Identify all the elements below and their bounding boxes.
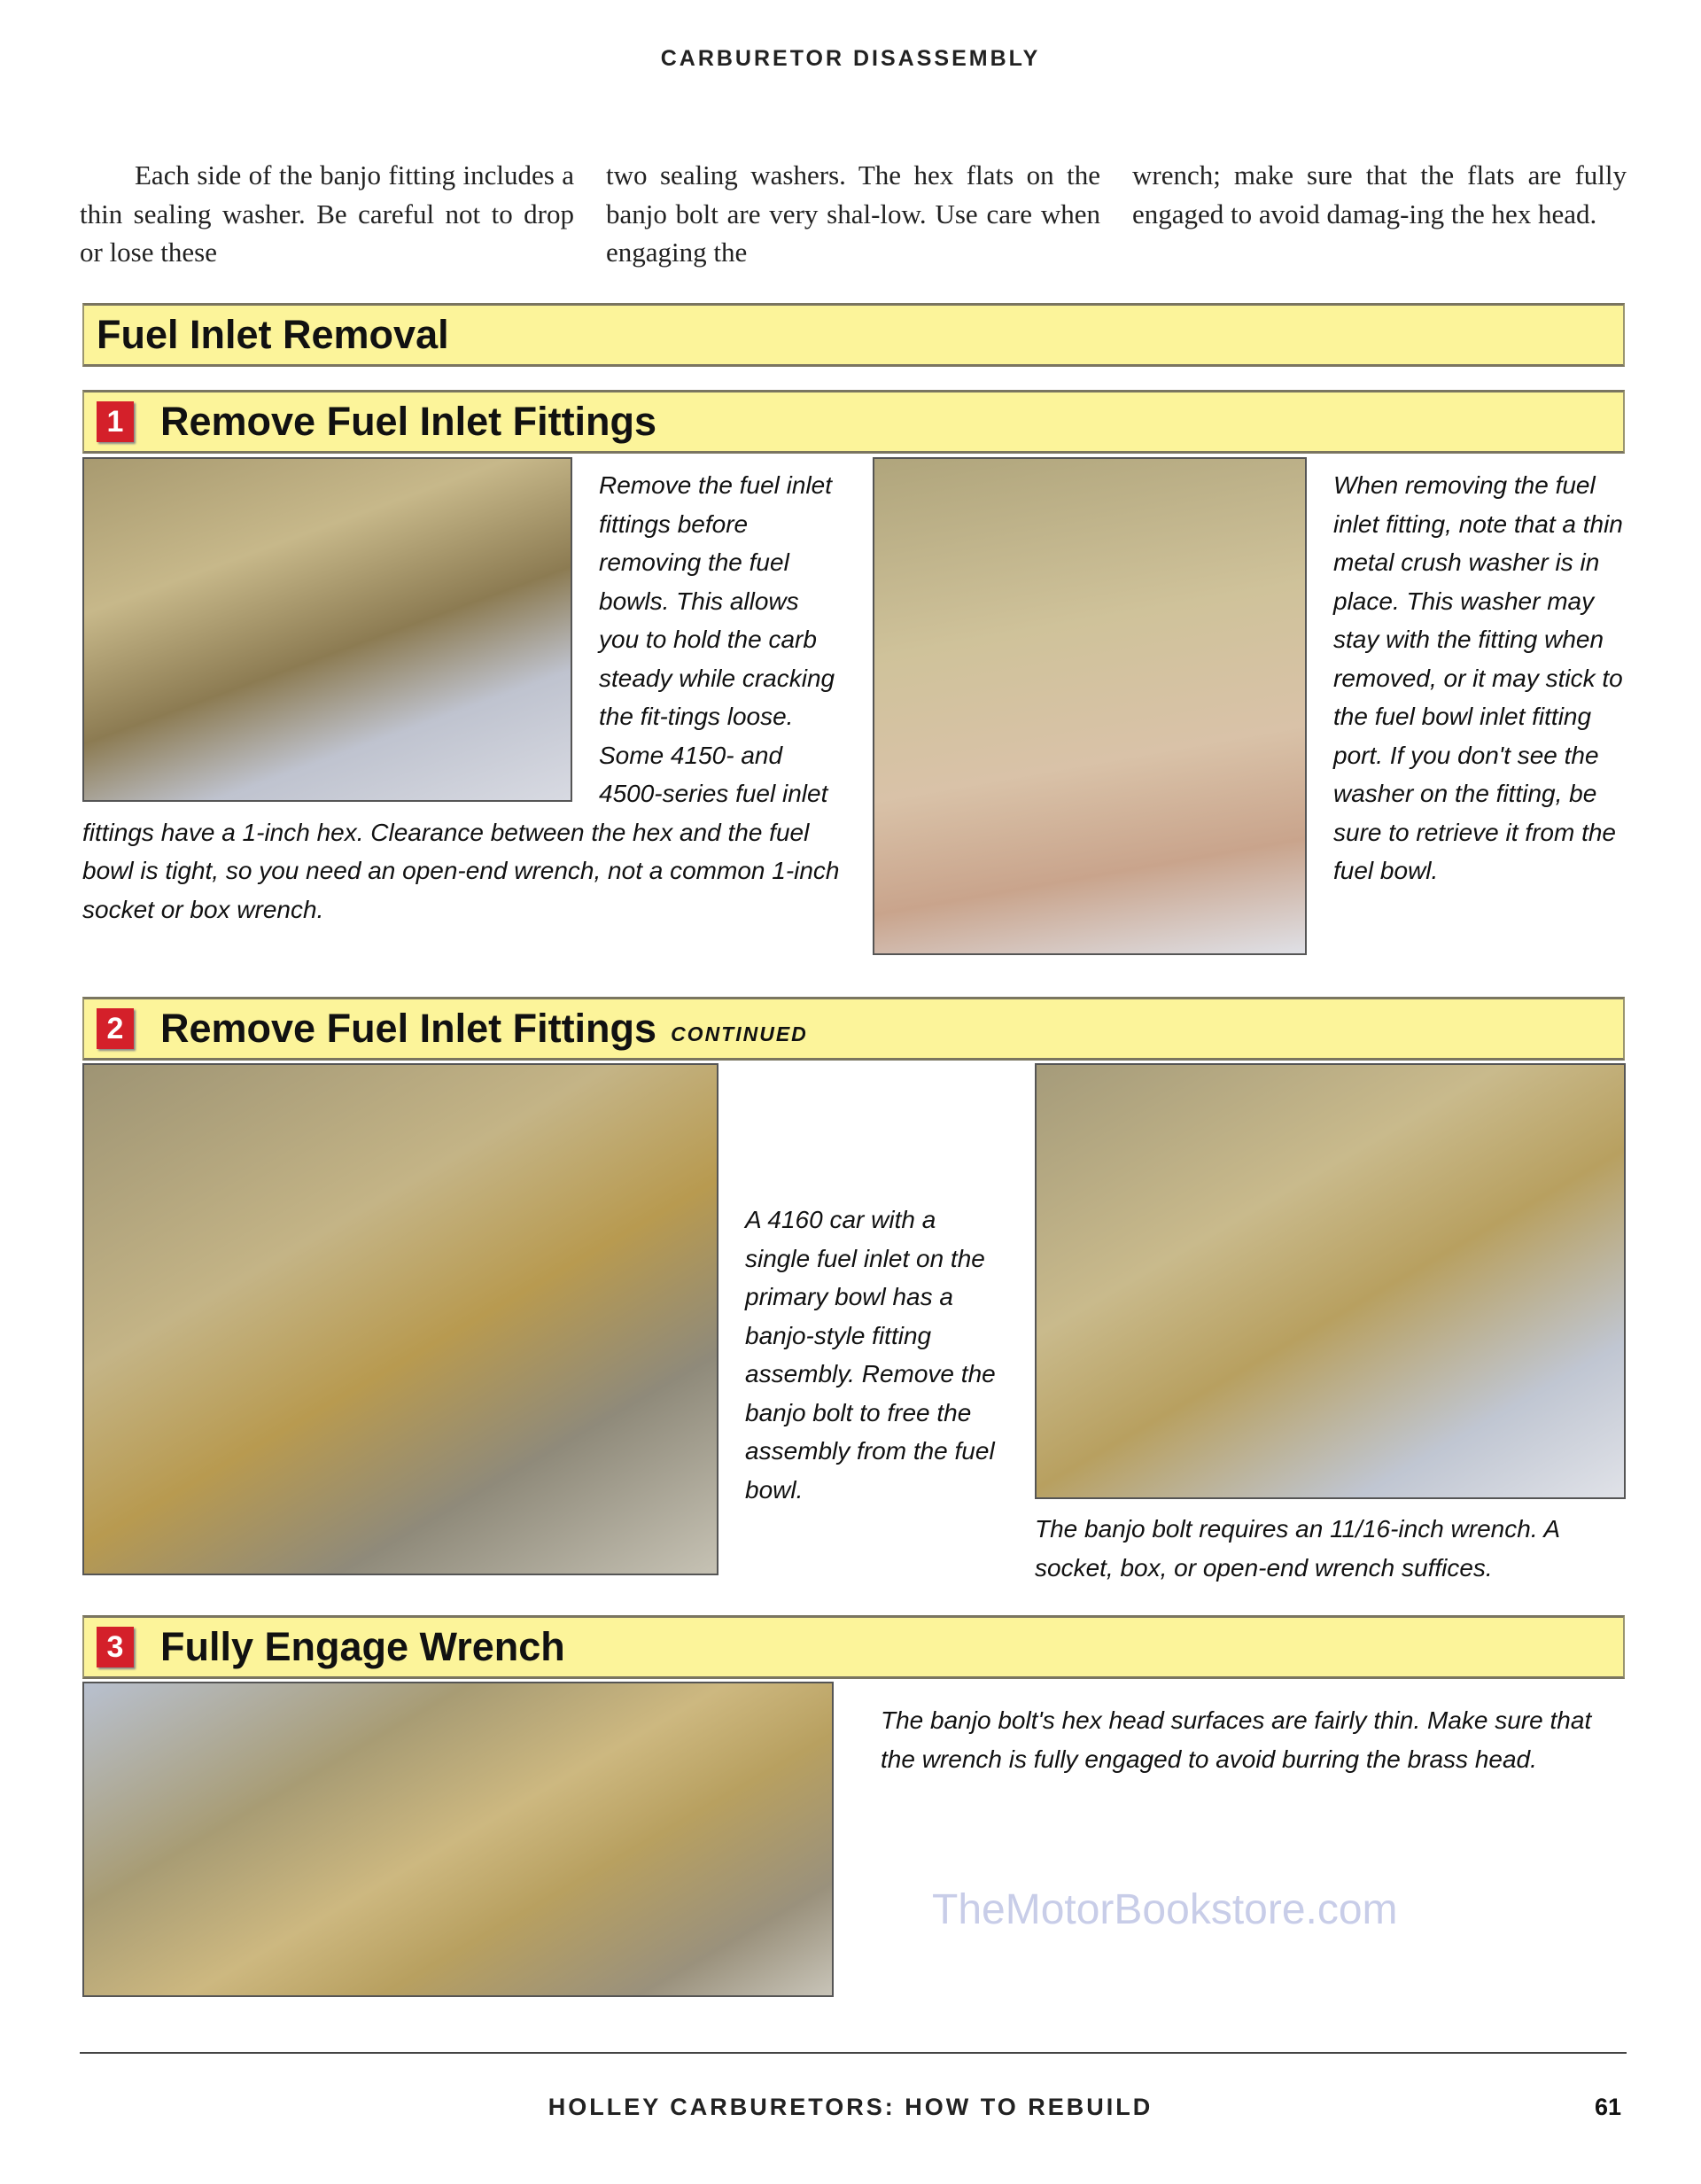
step-3-header [82,1615,1625,1679]
banjo-bolt-wrench-photo [1035,1063,1626,1499]
step-2-caption-b: The banjo bolt requires an 11/16-inch wrench. A socket, box, or open-end wrench suffices. [1035,1515,1559,1582]
footer-title: HOLLEY CARBURETORS: HOW TO REBUILD [548,2094,1153,2120]
banjo-fitting-photo [82,1063,718,1575]
body-column-3: wrench; make sure that the flats are fully engaged to avoid damag-ing the hex head. [1132,159,1627,229]
step-number-badge: 1 [97,401,134,442]
watermark: TheMotorBookstore.com [932,1886,1398,1933]
body-text [80,156,1627,272]
step-number-badge: 2 [97,1008,134,1049]
step-title: Remove Fuel Inlet Fittings [160,1006,657,1051]
section-title: Fuel Inlet Removal [97,312,449,357]
step-1-left [82,457,844,929]
step-title: Remove Fuel Inlet Fittings [160,399,657,444]
running-head: CARBURETOR DISASSEMBLY [660,46,1041,71]
step-title: Fully Engage Wrench [160,1624,565,1669]
step-2-header [82,997,1625,1061]
carburetor-photo [82,457,572,802]
fuel-inlet-fitting-photo [873,457,1307,955]
wrench-engaged-photo [82,1682,834,1997]
step-1-header [82,390,1625,454]
step-number-badge: 3 [97,1627,134,1667]
page-number: 61 [1595,2094,1622,2120]
continued-label: CONTINUED [671,1022,808,1045]
step-3-caption: The banjo bolt's hex head surfaces are fairly thin. Make sure that the wrench is fully engaged to avoid burring the brass head. [881,1706,1592,1773]
body-column-1: Each side of the banjo fitting includes a thin sealing washer. Be careful not to drop or lose these [80,159,574,268]
section-header [82,303,1625,367]
body-column-2: two sealing washers. The hex flats on the banjo bolt are very shal-low. Use care when engaging the [606,159,1100,268]
step-1-caption-a: Remove the fuel inlet fittings before removing the fuel bowls. This allows you to hold the carb steady while cracking the fit-tings loose. Some 4150- and 4500-series fuel inlet fittings have a 1-inch hex. Clearance between the hex and the fuel bowl is tight, so you need an open-end wrench, not a common 1-inch socket or box wrench. [82,471,840,923]
footer-divider [80,2052,1627,2054]
step-1-caption-b: When removing the fuel inlet fitting, note that a thin metal crush washer is in place. This washer may stay with the fitting when removed, or it may stick to the fuel bowl inlet fitting port. If you don't see the washer on the fitting, be sure to retrieve it from the fuel bowl. [1333,471,1623,884]
step-2-caption-a: A 4160 car with a single fuel inlet on the primary bowl has a banjo-style fitting assembly. Remove the banjo bolt to free the assembly from the fuel bowl. [745,1206,996,1504]
